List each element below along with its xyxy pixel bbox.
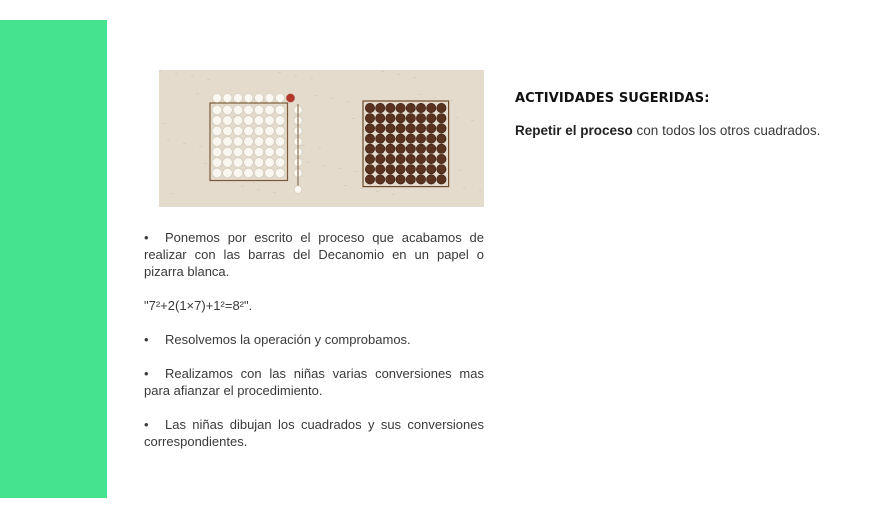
activity-bold: Repetir el proceso xyxy=(515,123,633,138)
list-item: • Resolvemos la operación y comprobamos. xyxy=(144,332,411,347)
list-item: • Ponemos por escrito el proceso que acabamos de realizar con las barras del Decanomio en un papel o pizarra blanca. xyxy=(144,230,484,279)
section-heading: ACTIVIDADES SUGERIDAS: xyxy=(515,91,710,106)
bead-squares-photo xyxy=(159,70,484,207)
formula-line: "7²+2(1×7)+1²=8²". xyxy=(144,298,253,313)
activity-text xyxy=(515,123,855,138)
list-item: • Realizamos con las niñas varias conversiones mas para afianzar el procedimiento. xyxy=(144,366,484,398)
activity-rest: con todos los otros cuadrados. xyxy=(632,123,821,138)
suggested-activities xyxy=(515,91,855,138)
green-accent-bar xyxy=(0,20,107,498)
list-item: • Las niñas dibujan los cuadrados y sus conversiones correspondientes. xyxy=(144,417,484,449)
instructions-list xyxy=(144,229,484,467)
